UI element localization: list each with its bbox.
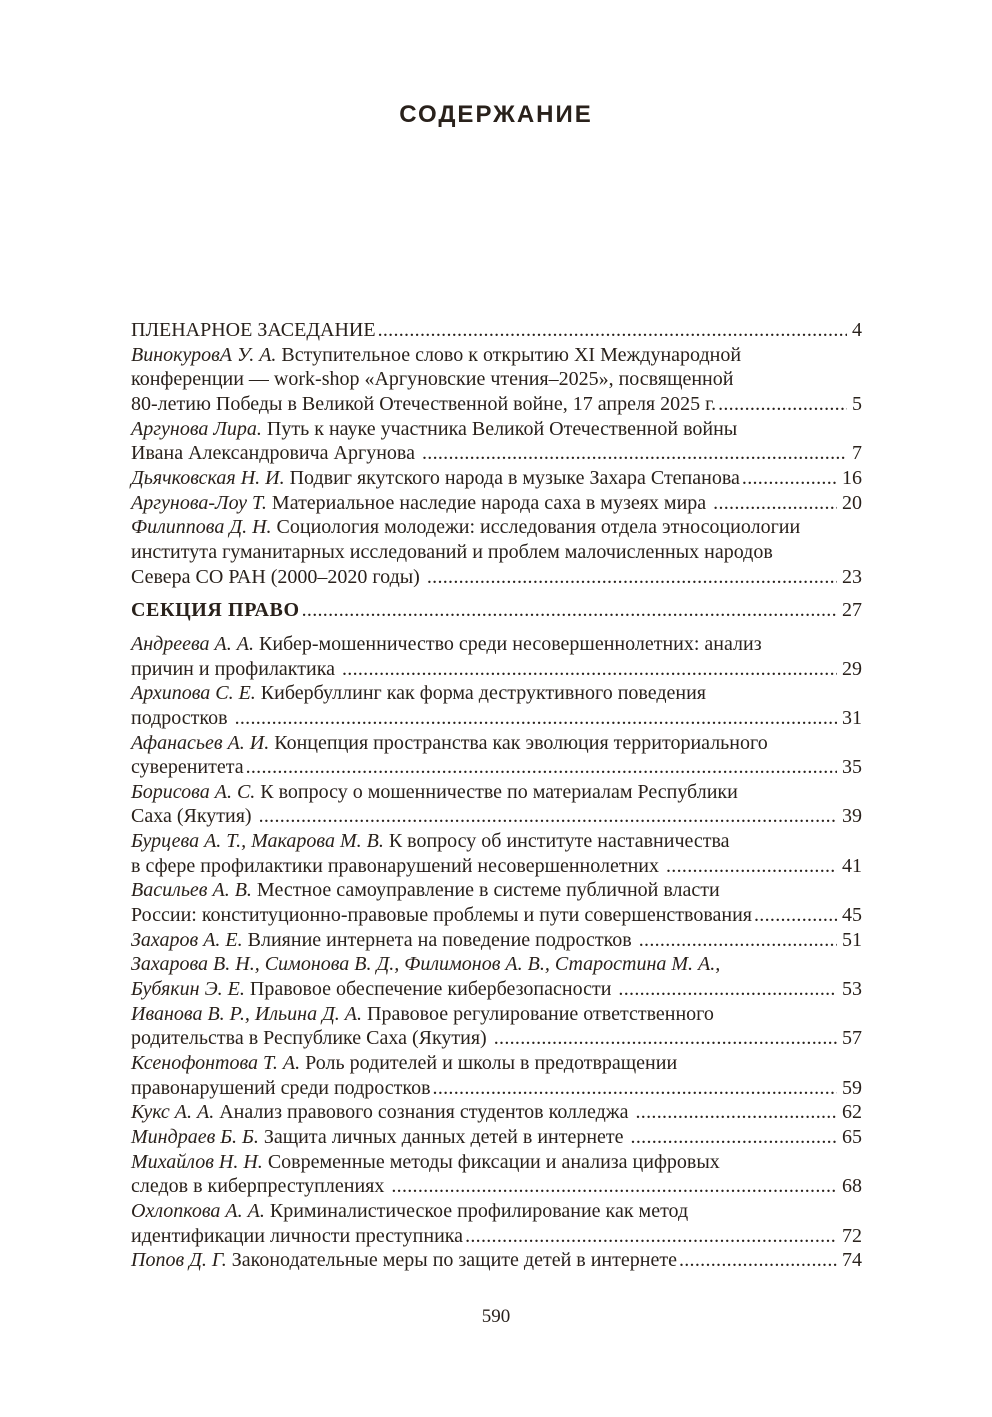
- toc-line: [131, 878, 862, 903]
- toc-page-number: 57: [842, 1027, 862, 1050]
- toc-line: [131, 318, 862, 343]
- toc-entry-text: [131, 657, 340, 682]
- toc-line: [131, 657, 862, 682]
- toc-entry-title-fragment: в сфере профилактики правонарушений несовершеннолетних: [131, 854, 664, 877]
- toc-entry: [131, 780, 862, 829]
- toc-entry: [131, 632, 862, 681]
- toc-entry-text: [131, 1174, 389, 1199]
- toc-entry-title-fragment: Правовое регулирование ответственного: [362, 1002, 714, 1025]
- toc-entry-title-fragment: следов в киберпреступлениях: [131, 1175, 390, 1198]
- toc-entry-title-fragment: Анализ правового сознания студентов колледжа: [214, 1101, 634, 1124]
- toc-entry-title-fragment: Севера СО РАН (2000–2020 годы): [131, 565, 425, 588]
- toc-line: [131, 681, 862, 706]
- toc-entry-text: [131, 1100, 634, 1125]
- toc-line: [131, 804, 862, 829]
- toc-entry-title-fragment: Правовое обеспечение кибербезопасности: [244, 978, 617, 1001]
- toc-entry-title-fragment: СЕКЦИЯ ПРАВО: [131, 599, 300, 622]
- dot-leader: [342, 657, 837, 682]
- toc-entry-title-fragment: Защита личных данных детей в интернете: [258, 1126, 629, 1148]
- toc-entry: [131, 928, 862, 953]
- toc-line: [131, 1174, 862, 1199]
- toc-entry-text: [131, 343, 741, 368]
- dot-leader: [465, 1224, 837, 1249]
- toc-entry: [131, 681, 862, 730]
- dot-leader: [235, 706, 837, 731]
- toc-entry-author: ВинокуровА У. А.: [131, 343, 277, 366]
- toc-entry-author: Захарова В. Н., Симонова В. Д., Филимонов А. В., Старостина М. А.,: [131, 953, 721, 976]
- toc-entry-text: [131, 367, 733, 392]
- toc-line: [131, 731, 862, 756]
- toc-page-number: 68: [842, 1175, 862, 1198]
- toc-entry-text: [131, 1248, 677, 1273]
- toc-line: [131, 540, 862, 565]
- toc-entry-author: Попов Д. Г.: [131, 1249, 227, 1272]
- dot-leader: [679, 1248, 837, 1273]
- page-title: СОДЕРЖАНИЕ: [399, 101, 593, 128]
- toc-page-number: 53: [842, 978, 862, 1001]
- toc-entry-author: Борисова А. С.: [131, 780, 256, 803]
- toc-entry-author: Архипова С. Е.: [131, 682, 256, 705]
- toc-entry-author: Филиппова Д. Н.: [131, 516, 272, 539]
- toc-entry: [131, 417, 862, 466]
- toc-line: [131, 1248, 862, 1273]
- toc-entry-text: [131, 632, 762, 657]
- toc-line: [131, 755, 862, 780]
- toc-line: [131, 1002, 862, 1027]
- toc-entry-text: [131, 1026, 492, 1051]
- toc-section-title: [131, 318, 376, 343]
- toc-line: [131, 417, 862, 442]
- toc-entry-title-fragment: Законодательные меры по защите детей в интернете: [226, 1249, 677, 1272]
- toc-page-number: 4: [852, 319, 862, 341]
- toc-entry-text: [131, 1224, 463, 1249]
- toc-page-number: 74: [842, 1249, 862, 1272]
- toc-section-heading: [131, 598, 862, 623]
- toc-entry: [131, 952, 862, 1001]
- toc-line: [131, 780, 862, 805]
- toc-entry-author: Аргунова-Лоу Т.: [131, 491, 267, 514]
- toc-entry-title-fragment: Саха (Якутия): [131, 805, 257, 828]
- toc-line: [131, 392, 862, 417]
- toc-entry-title-fragment: Местное самоуправление в системе публичной власти: [251, 879, 720, 902]
- toc-line: [131, 977, 862, 1002]
- toc-page-number: 41: [842, 854, 862, 877]
- dot-leader: [718, 392, 847, 417]
- toc-line: [131, 1051, 862, 1076]
- dot-leader: [422, 441, 847, 466]
- toc-page-number: 72: [842, 1224, 862, 1247]
- dot-leader: [636, 1100, 838, 1125]
- toc-entry: [131, 1100, 862, 1125]
- toc-page-number: 31: [842, 706, 862, 729]
- toc-entry-title-fragment: подростков: [131, 706, 233, 729]
- dot-leader: [631, 1125, 837, 1150]
- toc-entry-title-fragment: 80-летию Победы в Великой Отечественной войне, 17 апреля 2025 г.: [131, 392, 717, 415]
- toc-entry-title-fragment: Концепция пространства как эволюция территориального: [269, 731, 768, 754]
- toc-entry-title-fragment: Путь к науке участника Великой Отечественной войны: [261, 417, 738, 440]
- toc-page-number: 62: [842, 1101, 862, 1124]
- toc-entry-title-fragment: причин и профилактика: [131, 657, 340, 680]
- toc-entry-author: Ксенофонтова Т. А.: [131, 1052, 301, 1075]
- toc-entry-title-fragment: К вопросу о мошенничестве по материалам Республики: [255, 780, 738, 803]
- toc-entry-author: Дьячковская Н. И.: [131, 466, 285, 489]
- toc-page-number: 7: [852, 442, 862, 465]
- toc-entry-author: Иванова В. Р., Ильина Д. А.: [131, 1002, 363, 1025]
- toc-entry-text: [131, 441, 420, 466]
- dot-leader: [618, 977, 837, 1002]
- toc-entry-title-fragment: Криминалистическое профилирование как метод: [264, 1199, 689, 1222]
- toc-line: [131, 1125, 862, 1150]
- toc-entry-text: [131, 928, 637, 953]
- toc-entry-title-fragment: Материальное наследие народа саха в музеях мира: [266, 491, 712, 514]
- dot-leader: [427, 565, 837, 590]
- toc-entry-text: [131, 952, 720, 977]
- toc-line: [131, 1100, 862, 1125]
- toc-page-number: 27: [842, 599, 862, 622]
- dot-leader: [666, 854, 837, 879]
- toc-entry: [131, 343, 862, 417]
- toc-entry-title-fragment: Кибербуллинг как форма деструктивного поведения: [255, 682, 706, 705]
- toc-line: [131, 952, 862, 977]
- toc-entry-author: Михайлов Н. Н.: [131, 1150, 263, 1173]
- toc-entry-title-fragment: института гуманитарных исследований и проблем малочисленных народов: [131, 540, 773, 563]
- toc-entry-title-fragment: идентификации личности преступника: [131, 1224, 464, 1247]
- toc-entry: [131, 1002, 862, 1051]
- toc-page-number: 65: [842, 1126, 862, 1148]
- toc-page-number: 23: [842, 565, 862, 588]
- toc-entry-text: [131, 903, 752, 928]
- toc-entry-author: Афанасьев А. И.: [131, 731, 270, 754]
- toc-entry-author: Миндраев Б. Б.: [131, 1126, 259, 1148]
- toc-line: [131, 706, 862, 731]
- toc-entry-text: [131, 1051, 677, 1076]
- toc-entry-text: [131, 854, 664, 879]
- toc-entry-text: [131, 829, 730, 854]
- toc-page-number: 5: [852, 392, 862, 415]
- toc-entry-title-fragment: К вопросу об институте наставничества: [383, 830, 730, 853]
- toc-entry-text: [131, 731, 768, 756]
- toc-line: [131, 343, 862, 368]
- toc-entry: [131, 829, 862, 878]
- toc-entry-text: [131, 1150, 720, 1175]
- toc-line: [131, 515, 862, 540]
- footer-page-number: 590: [481, 1306, 511, 1327]
- toc-entry-title-fragment: суверенитета: [131, 756, 244, 779]
- toc-entry: [131, 1248, 862, 1273]
- toc-entry-author: Захаров А. Е.: [131, 928, 243, 951]
- toc-line: [131, 632, 862, 657]
- toc-entry: [131, 466, 862, 491]
- toc-entry-author: Бубякин Э. Е.: [131, 978, 245, 1001]
- toc-line: [131, 928, 862, 953]
- toc-entry-text: [131, 1125, 629, 1150]
- dot-leader: [639, 928, 837, 953]
- toc-entry-title-fragment: России: конституционно-правовые проблемы и пути совершенствования: [131, 904, 752, 927]
- toc-line: [131, 1199, 862, 1224]
- toc-entry-title-fragment: Роль родителей и школы в предотвращении: [300, 1052, 678, 1075]
- toc-entry: [131, 1125, 862, 1150]
- toc-entry-text: [131, 1002, 714, 1027]
- toc-entry-title-fragment: конференции — work-shop «Аргуновские чтения–2025», посвященной: [131, 368, 734, 391]
- toc-line: [131, 491, 862, 516]
- toc-entry: [131, 1051, 862, 1100]
- toc-entry-title-fragment: Современные методы фиксации и анализа цифровых: [262, 1150, 720, 1173]
- toc-entry: [131, 1150, 862, 1199]
- toc-entry-text: [131, 878, 720, 903]
- dot-leader: [259, 804, 837, 829]
- toc-page-number: 39: [842, 805, 862, 828]
- dot-leader: [494, 1026, 837, 1051]
- toc-line: [131, 1224, 862, 1249]
- toc-page-number: 35: [842, 756, 862, 779]
- toc-entry-text: [131, 780, 738, 805]
- toc-entry-text: [131, 565, 425, 590]
- dot-leader: [754, 903, 837, 928]
- toc-entry-text: [131, 466, 740, 491]
- toc-entry-text: [131, 540, 773, 565]
- toc-entry-title-fragment: Влияние интернета на поведение подростков: [242, 928, 637, 951]
- toc-line: [131, 1150, 862, 1175]
- toc-entry: [131, 878, 862, 927]
- toc-page-number: 51: [842, 928, 862, 951]
- toc-section-title: [131, 598, 300, 623]
- toc-line: [131, 598, 862, 623]
- toc-entry-title-fragment: Вступительное слово к открытию XI Международной: [276, 343, 742, 366]
- toc-entry: [131, 731, 862, 780]
- toc-line: [131, 1076, 862, 1101]
- toc-entry-text: [131, 1199, 688, 1224]
- toc-entry-author: Васильев А. В.: [131, 879, 252, 902]
- dot-leader: [391, 1174, 837, 1199]
- toc-line: [131, 854, 862, 879]
- toc-section-heading: [131, 318, 862, 343]
- toc-entry-title-fragment: родительства в Республике Саха (Якутия): [131, 1027, 492, 1050]
- toc-entry-text: [131, 1076, 431, 1101]
- toc-page-number: 16: [842, 466, 862, 489]
- dot-leader: [742, 466, 837, 491]
- toc-entry-text: [131, 706, 233, 731]
- toc-entry-title-fragment: Ивана Александровича Аргунова: [131, 442, 420, 465]
- toc-entry-text: [131, 977, 616, 1002]
- dot-leader: [433, 1076, 837, 1101]
- toc-entry-title-fragment: Кибер-мошенничество среди несовершеннолетних: анализ: [254, 632, 762, 655]
- toc-page-number: 20: [842, 491, 862, 514]
- toc-entry-author: Бурцева А. Т., Макарова М. В.: [131, 830, 384, 853]
- toc-entry-text: [131, 755, 244, 780]
- toc-entry: [131, 1199, 862, 1248]
- toc-line: [131, 367, 862, 392]
- toc-entry-author: Охлопкова А. А.: [131, 1199, 265, 1222]
- toc-entry-text: [131, 804, 257, 829]
- toc-page-number: 29: [842, 657, 862, 680]
- toc-entry-text: [131, 515, 800, 540]
- toc-entry-title-fragment: правонарушений среди подростков: [131, 1076, 431, 1099]
- toc-entry-title-fragment: ПЛЕНАРНОЕ ЗАСЕДАНИЕ: [131, 319, 376, 341]
- toc-entry-author: Андреева А. А.: [131, 632, 254, 655]
- toc-line: [131, 441, 862, 466]
- dot-leader: [378, 318, 847, 343]
- toc-entry-author: Кукс А. А.: [131, 1101, 215, 1124]
- toc-entry-title-fragment: Подвиг якутского народа в музыке Захара Степанова: [284, 466, 740, 489]
- toc-entry: [131, 491, 862, 516]
- toc-entry-text: [131, 491, 711, 516]
- toc-entry-text: [131, 681, 706, 706]
- table-of-contents: [131, 318, 862, 1273]
- toc-entry-author: Аргунова Лира.: [131, 417, 262, 440]
- dot-leader: [713, 491, 837, 516]
- toc-page-number: 59: [842, 1076, 862, 1099]
- toc-entry-text: [131, 417, 737, 442]
- toc-page-number: 45: [842, 904, 862, 927]
- toc-line: [131, 1026, 862, 1051]
- dot-leader: [246, 755, 837, 780]
- toc-entry-text: [131, 392, 716, 417]
- toc-line: [131, 829, 862, 854]
- toc-entry: [131, 515, 862, 589]
- toc-line: [131, 565, 862, 590]
- toc-entry-title-fragment: Социология молодежи: исследования отдела этносоциологии: [271, 516, 801, 539]
- toc-line: [131, 903, 862, 928]
- dot-leader: [302, 598, 837, 623]
- toc-line: [131, 466, 862, 491]
